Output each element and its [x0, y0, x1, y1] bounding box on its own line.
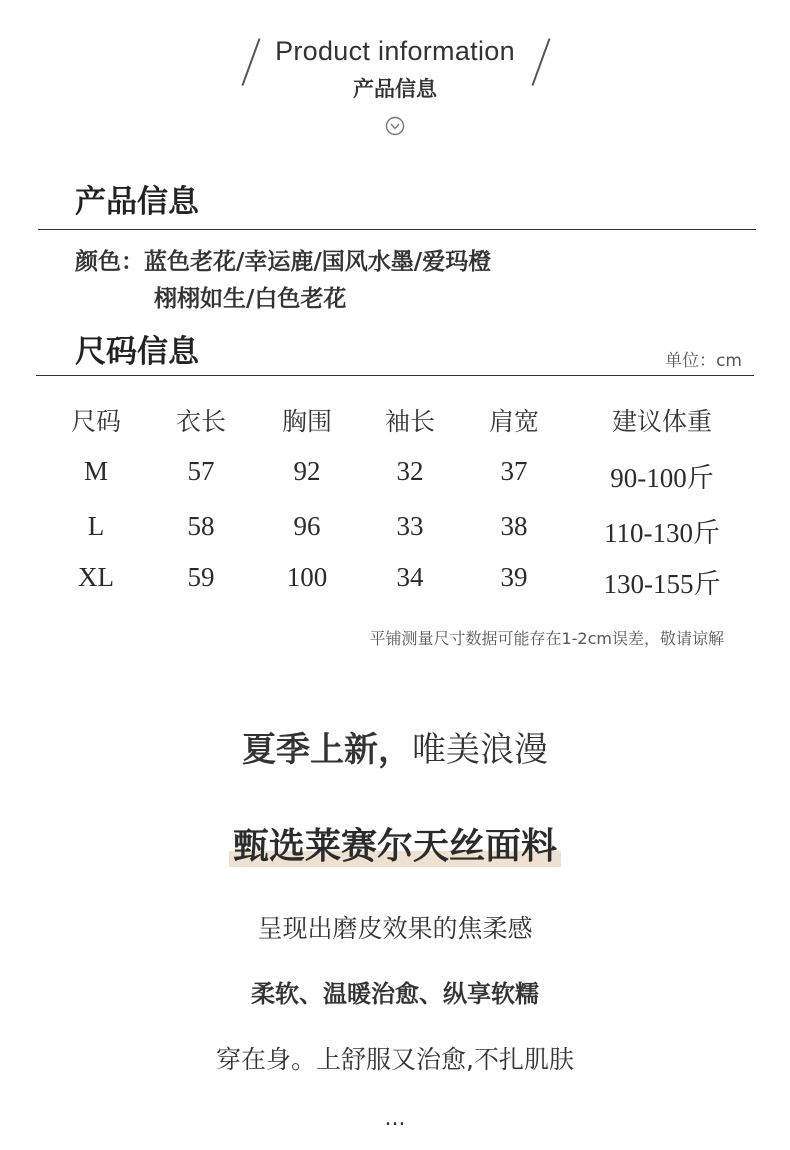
table-cell: 92	[293, 456, 321, 486]
table-cell: 58	[187, 511, 215, 541]
table-cell: 130-155斤	[603, 569, 721, 599]
table-cell: 32	[396, 456, 424, 486]
size-section-title: 尺码信息	[75, 334, 199, 370]
table-cell: 96	[293, 511, 321, 541]
marketing-line-3: 穿在身。上舒服又治愈,不扎肌肤	[216, 1045, 574, 1074]
table-cell: 38	[500, 511, 528, 541]
table-cell: 37	[500, 456, 528, 486]
fabric-heading-text: 甄选莱赛尔天丝面料	[232, 826, 557, 867]
header-title-zh: 产品信息	[353, 77, 437, 101]
table-header: 袖长	[384, 407, 436, 436]
table-cell: 90-100斤	[610, 463, 714, 493]
marketing-line-1: 呈现出磨皮效果的焦柔感	[257, 914, 533, 943]
table-cell: 34	[396, 562, 424, 592]
size-section-divider	[36, 375, 754, 376]
unit-label: 单位：cm	[665, 351, 742, 371]
color-list-line1	[75, 243, 491, 276]
table-cell: 39	[500, 562, 528, 592]
chevron-down-icon	[385, 116, 405, 136]
marketing-ellipsis: ...	[384, 1106, 406, 1131]
measurement-note: 平铺测量尺寸数据可能存在1-2cm误差，敬请谅解	[369, 629, 724, 648]
tagline-light: 唯美浪漫	[412, 730, 548, 770]
table-header: 建议体重	[611, 407, 713, 436]
product-section-title: 产品信息	[75, 184, 199, 220]
color-values-line2: 栩栩如生/白色老花	[154, 286, 347, 312]
fabric-heading	[229, 818, 561, 869]
table-header: 胸围	[281, 407, 333, 436]
table-header: 尺码	[70, 407, 122, 436]
tagline-bold: 夏季上新，	[242, 730, 412, 770]
table-header: 衣长	[175, 407, 227, 436]
table-cell: XL	[78, 562, 114, 592]
fabric-heading-wrap	[0, 818, 790, 869]
header-title-en: Product information	[275, 36, 515, 66]
table-cell: 57	[187, 456, 215, 486]
table-cell: M	[83, 456, 109, 486]
table-header: 肩宽	[488, 407, 540, 436]
table-cell: 100	[286, 562, 328, 592]
tagline	[0, 722, 790, 771]
marketing-line-2: 柔软、温暖治愈、纵享软糯	[251, 980, 539, 1008]
color-values-line1: 蓝色老花/幸运鹿/国风水墨/爱玛橙	[144, 249, 492, 275]
table-cell: L	[87, 511, 105, 541]
color-label: 颜色：	[75, 249, 144, 275]
product-section-divider	[38, 229, 756, 230]
table-cell: 33	[396, 511, 424, 541]
table-cell: 110-130斤	[604, 518, 720, 548]
table-cell: 59	[187, 562, 215, 592]
